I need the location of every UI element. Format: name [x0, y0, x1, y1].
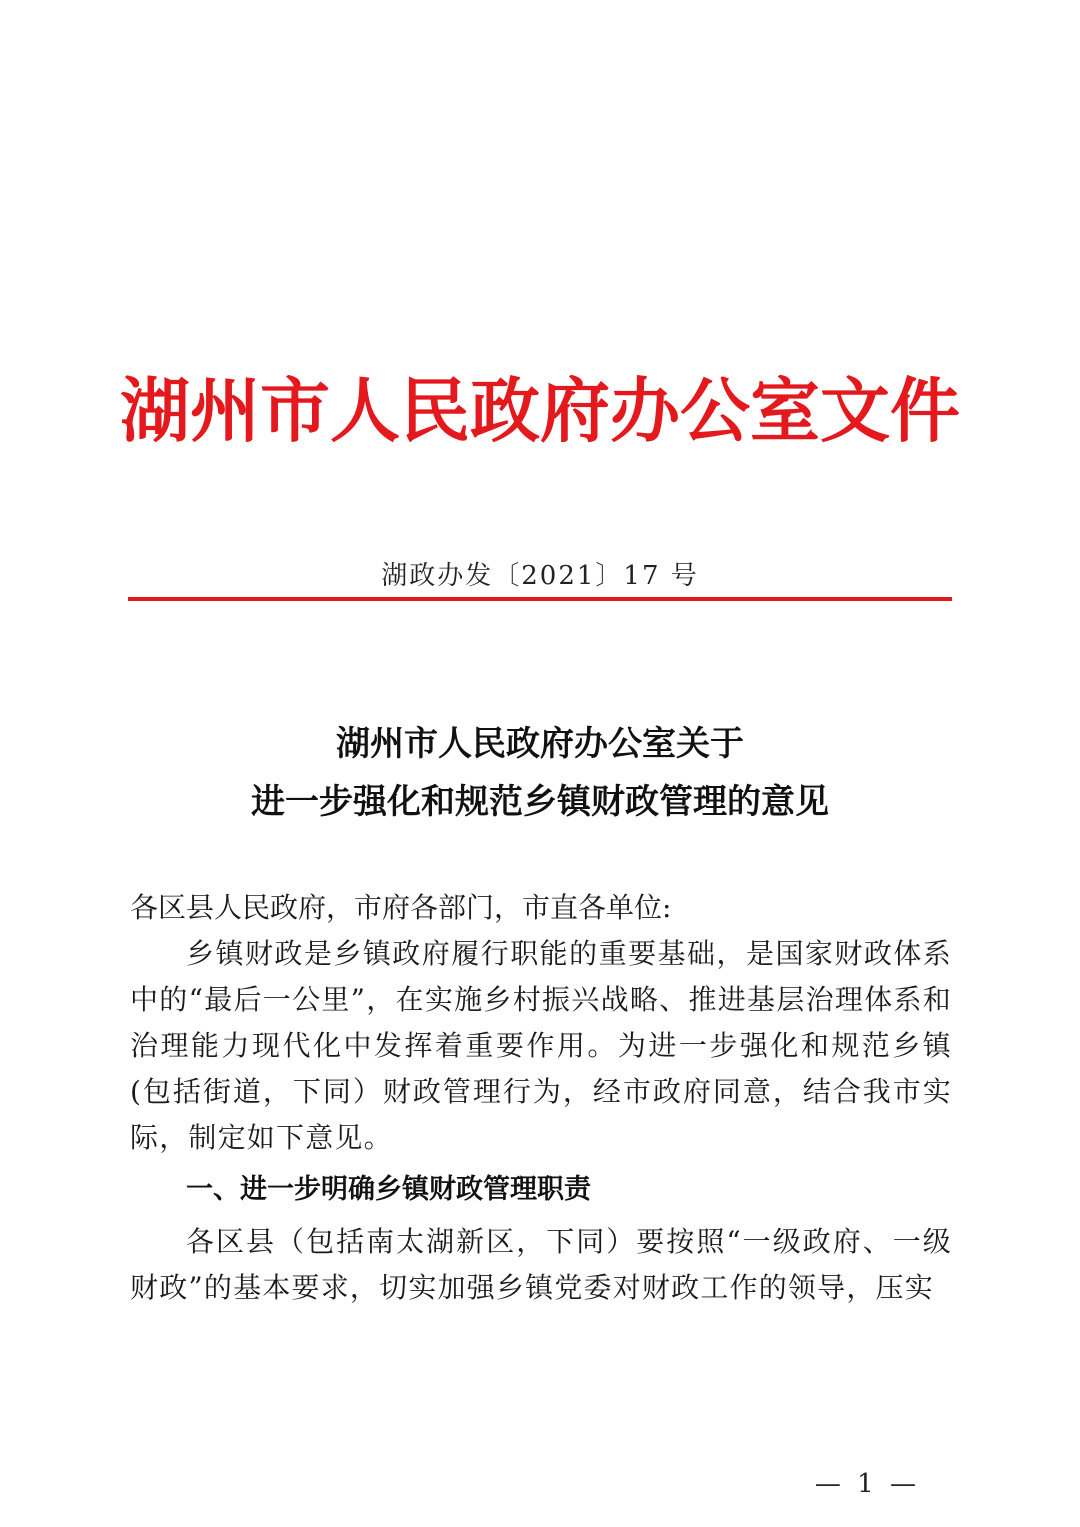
masthead-title: 湖州市人民政府办公室文件 — [120, 369, 960, 452]
section-1-paragraph: 各区县（包括南太湖新区，下同）要按照“一级政府、一级财政”的基本要求，切实加强乡镇党委对财政工作的领导，压实 — [130, 1225, 952, 1304]
document-title — [0, 715, 1080, 831]
red-divider-line — [128, 597, 952, 601]
title-line-2: 进一步强化和规范乡镇财政管理的意见 — [251, 782, 829, 822]
document-body — [130, 885, 952, 1311]
document-number: 湖政办发〔2021〕17 号 — [381, 561, 699, 591]
intro-paragraph: 乡镇财政是乡镇政府履行职能的重要基础，是国家财政体系中的“最后一公里”，在实施乡村振兴战略、推进基层治理体系和治理能力现代化中发挥着重要作用。为进一步强化和规范乡镇(包括街道，下同）财政管理行为，经市政府同意，结合我市实际，制定如下意见。 — [130, 937, 952, 1154]
title-line-1: 湖州市人民政府办公室关于 — [336, 724, 744, 764]
section-heading-1: 一、进一步明确乡镇财政管理职责 — [186, 1174, 591, 1205]
page-number: — 1 — — [814, 1469, 920, 1499]
salutation: 各区县人民政府，市府各部门，市直各单位: — [130, 891, 672, 924]
